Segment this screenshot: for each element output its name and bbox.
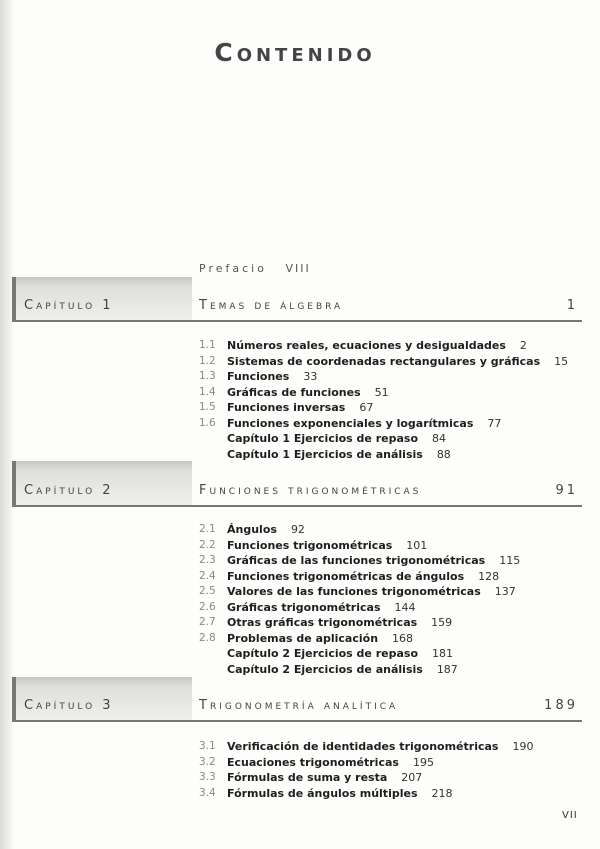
section-title: Fórmulas de ángulos múltiples bbox=[227, 786, 418, 800]
section-number: 2.8 bbox=[199, 631, 216, 644]
section-title: Sistemas de coordenadas rectangulares y gráficas bbox=[227, 354, 541, 368]
section-page: 128 bbox=[478, 569, 500, 583]
section-number: 3.4 bbox=[199, 786, 216, 799]
section-title: Gráficas trigonométricas bbox=[227, 600, 381, 614]
section-page: 67 bbox=[359, 401, 374, 414]
section-title: Funciones trigonométricas bbox=[227, 538, 393, 552]
section-title: Ecuaciones trigonométricas bbox=[227, 755, 399, 769]
section-title: Funciones inversas bbox=[227, 401, 346, 414]
section-title: Problemas de aplicación bbox=[227, 631, 379, 645]
section-title: Valores de las funciones trigonométricas bbox=[227, 585, 481, 598]
section-page: 137 bbox=[494, 585, 516, 598]
section-page: 168 bbox=[392, 631, 414, 645]
section-number: 2.5 bbox=[199, 585, 216, 597]
section-number: 2.1 bbox=[199, 523, 216, 535]
section-page: 88 bbox=[436, 447, 451, 461]
section-number: 1.4 bbox=[199, 385, 216, 398]
section-title: Funciones bbox=[227, 370, 290, 383]
preface-entry[interactable] bbox=[199, 262, 311, 275]
page-number: VII bbox=[562, 810, 578, 821]
chapter-2-rule bbox=[12, 505, 582, 507]
preface-label: Prefacio bbox=[199, 262, 267, 275]
section-number: 1.5 bbox=[199, 401, 216, 413]
section-number: 2.2 bbox=[199, 538, 216, 551]
section-page: 101 bbox=[406, 538, 428, 552]
section-number: 1.3 bbox=[199, 370, 216, 382]
section-page: 218 bbox=[431, 786, 453, 800]
chapter-1-rule bbox=[12, 320, 582, 322]
section-page: 190 bbox=[512, 740, 534, 753]
section-title: Funciones exponenciales y logarítmicas bbox=[227, 416, 474, 430]
section-number: 1.2 bbox=[199, 354, 216, 367]
section-number: 3.2 bbox=[199, 755, 216, 768]
chapter-1-title[interactable]: Temas de álgebra bbox=[199, 298, 344, 313]
section-number: 2.6 bbox=[199, 600, 216, 613]
section-number: 1.1 bbox=[199, 339, 216, 351]
section-page: 15 bbox=[554, 354, 569, 368]
section-number: 2.4 bbox=[199, 569, 216, 582]
chapter-1-label: Capítulo 1 bbox=[24, 298, 114, 313]
section-number: 2.7 bbox=[199, 616, 216, 628]
section-title: Verificación de identidades trigonométricas bbox=[227, 740, 499, 753]
chapter-2-title[interactable]: Funciones trigonométricas bbox=[199, 483, 422, 498]
section-title: Capítulo 1 Ejercicios de repaso bbox=[227, 432, 419, 445]
section-title: Capítulo 1 Ejercicios de análisis bbox=[227, 447, 423, 461]
section-page: 92 bbox=[290, 523, 305, 536]
section-page: 195 bbox=[412, 755, 434, 769]
section-page: 115 bbox=[499, 554, 521, 567]
section-title: Funciones trigonométricas de ángulos bbox=[227, 569, 465, 583]
preface-page: VIII bbox=[285, 262, 311, 275]
section-title: Gráficas de las funciones trigonométricas bbox=[227, 554, 486, 567]
chapter-3-page: 189 bbox=[544, 698, 578, 713]
section-page: 187 bbox=[436, 662, 458, 676]
section-page: 181 bbox=[432, 647, 454, 660]
chapter-2-label: Capítulo 2 bbox=[24, 483, 114, 498]
chapter-1-page: 1 bbox=[566, 298, 578, 313]
chapter-2-page: 91 bbox=[555, 483, 578, 498]
chapter-3-title[interactable]: Trigonometría analítica bbox=[199, 698, 399, 713]
section-number: 1.6 bbox=[199, 416, 216, 429]
section-title: Otras gráficas trigonométricas bbox=[227, 616, 418, 629]
section-page: 207 bbox=[401, 771, 423, 784]
section-title: Ángulos bbox=[227, 523, 277, 536]
section-number: 2.3 bbox=[199, 554, 216, 566]
section-page: 51 bbox=[374, 385, 389, 399]
chapter-3-rule bbox=[12, 720, 582, 722]
page-title: Contenido bbox=[214, 38, 376, 67]
section-title: Números reales, ecuaciones y desigualdades bbox=[227, 339, 506, 352]
section-title: Capítulo 2 Ejercicios de repaso bbox=[227, 647, 419, 660]
section-page: 33 bbox=[303, 370, 318, 383]
section-page: 84 bbox=[432, 432, 447, 445]
section-title: Gráficas de funciones bbox=[227, 385, 361, 399]
section-page: 77 bbox=[487, 416, 502, 430]
section-number: 3.3 bbox=[199, 771, 216, 783]
section-page: 144 bbox=[394, 600, 416, 614]
section-page: 2 bbox=[519, 339, 527, 352]
section-number: 3.1 bbox=[199, 740, 216, 752]
chapter-3-label: Capítulo 3 bbox=[24, 698, 114, 713]
section-title: Capítulo 2 Ejercicios de análisis bbox=[227, 662, 423, 676]
section-title: Fórmulas de suma y resta bbox=[227, 771, 388, 784]
section-page: 159 bbox=[431, 616, 453, 629]
